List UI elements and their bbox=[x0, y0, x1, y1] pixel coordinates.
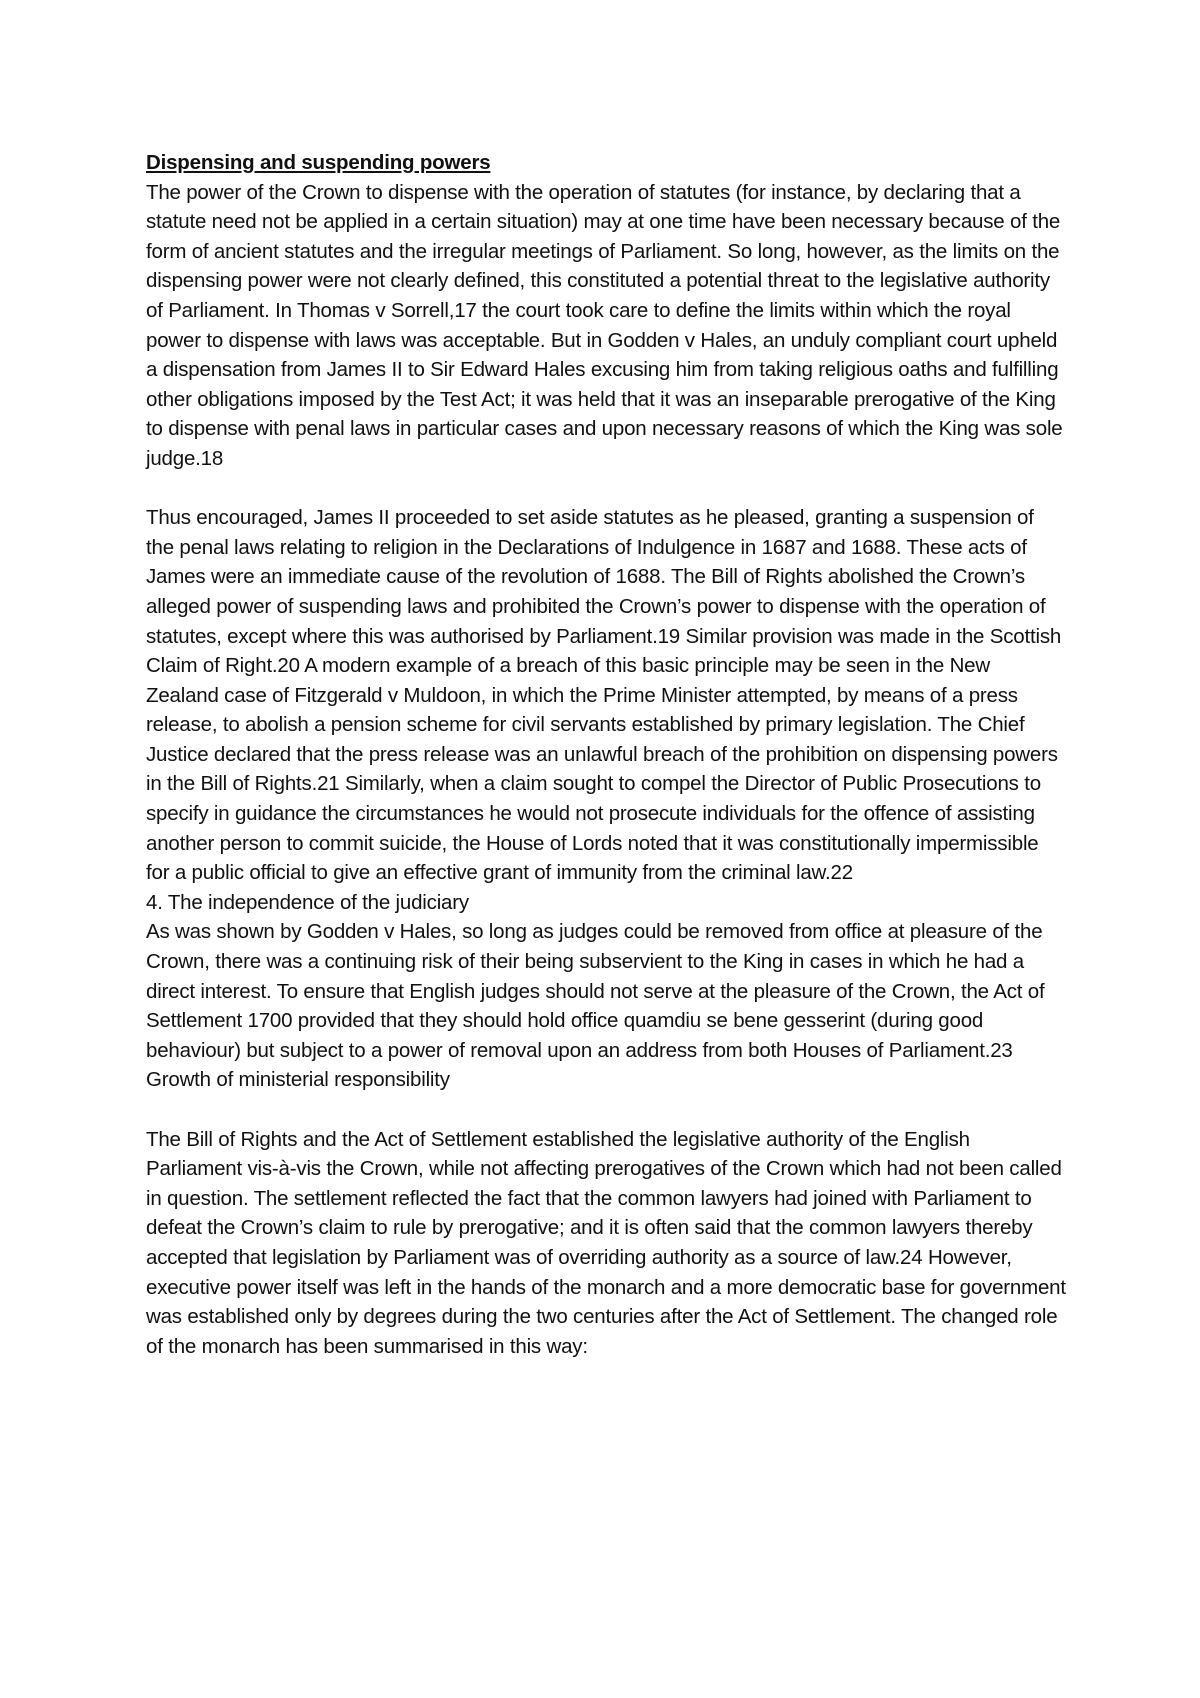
paragraph-bill-of-rights: The Bill of Rights and the Act of Settlement established the legislative authority of the English Parliament vis-à-vis the Crown, while not affecting prerogatives of the Crown which had not been called in question. The settlement reflected the fact that the common lawyers had joined with Parliament to defeat the Crown’s claim to rule by prerogative; and it is often said that the common lawyers thereby accepted that legislation by Parliament was of overriding authority as a source of law.24 However, executive power itself was left in the hands of the monarch and a more democratic base for government was established only by degrees during the two centuries after the Act of Settlement. The changed role of the monarch has been summarised in this way: bbox=[146, 1127, 1066, 1358]
paragraph-judiciary: As was shown by Godden v Hales, so long as judges could be removed from office at pleasure of the Crown, there was a continuing risk of their being subservient to the King in cases in which he had a direct interest. To ensure that English judges should not serve at the pleasure of the Crown, the Act of Settlement 1700 provided that they should hold office quamdiu se bene gesserint (during good behaviour) but subject to a power of removal upon an address from both Houses of Parliament.23 bbox=[146, 920, 1045, 1062]
section-heading-dispensing: Dispensing and suspending powers bbox=[146, 151, 491, 174]
paragraph-dispensing-power: The power of the Crown to dispense with the operation of statutes (for instance, by declaring that a statute need not be applied in a certain situation) may at one time have been necessary because of the form of ancient statutes and the irregular meetings of Parliament. So long, however, as the limits on the dispensing power were not clearly defined, this constituted a potential threat to the legislative authority of Parliament. In Thomas v Sorrell,17 the court took care to define the limits within which the royal power to dispense with laws was acceptable. But in Godden v Hales, an unduly compliant court upheld a dispensation from James II to Sir Edward Hales excusing him from taking religious oaths and fulfilling other obligations imposed by the Test Act; it was held that it was an inseparable prerogative of the King to dispense with penal laws in particular cases and upon necessary reasons of which the King was sole judge.18 bbox=[146, 180, 1063, 470]
document-body bbox=[146, 148, 1066, 1361]
paragraph-spacer bbox=[146, 474, 1066, 504]
section-heading-judiciary: 4. The independence of the judiciary bbox=[146, 890, 469, 914]
paragraph-james-ii: Thus encouraged, James II proceeded to set aside statutes as he pleased, granting a suspension of the penal laws relating to religion in the Declarations of Indulgence in 1687 and 1688. These acts of James were an immediate cause of the revolution of 1688. The Bill of Rights abolished the Crown’s alleged power of suspending laws and prohibited the Crown’s power to dispense with the operation of statutes, except where this was authorised by Parliament.19 Similar provision was made in the Scottish Claim of Right.20 A modern example of a breach of this basic principle may be seen in the New Zealand case of Fitzgerald v Muldoon, in which the Prime Minister attempted, by means of a press release, to abolish a pension scheme for civil servants established by primary legislation. The Chief Justice declared that the press release was an unlawful breach of the prohibition on dispensing powers in the Bill of Rights.21 Similarly, when a claim sought to compel the Director of Public Prosecutions to specify in guidance the circumstances he would not prosecute individuals for the offence of assisting another person to commit suicide, the House of Lords noted that it was constitutionally impermissible for a public official to give an effective grant of immunity from the criminal law.22 bbox=[146, 506, 1062, 885]
subheading-ministerial-responsibility: Growth of ministerial responsibility bbox=[146, 1068, 450, 1092]
paragraph-spacer bbox=[146, 1095, 1066, 1125]
